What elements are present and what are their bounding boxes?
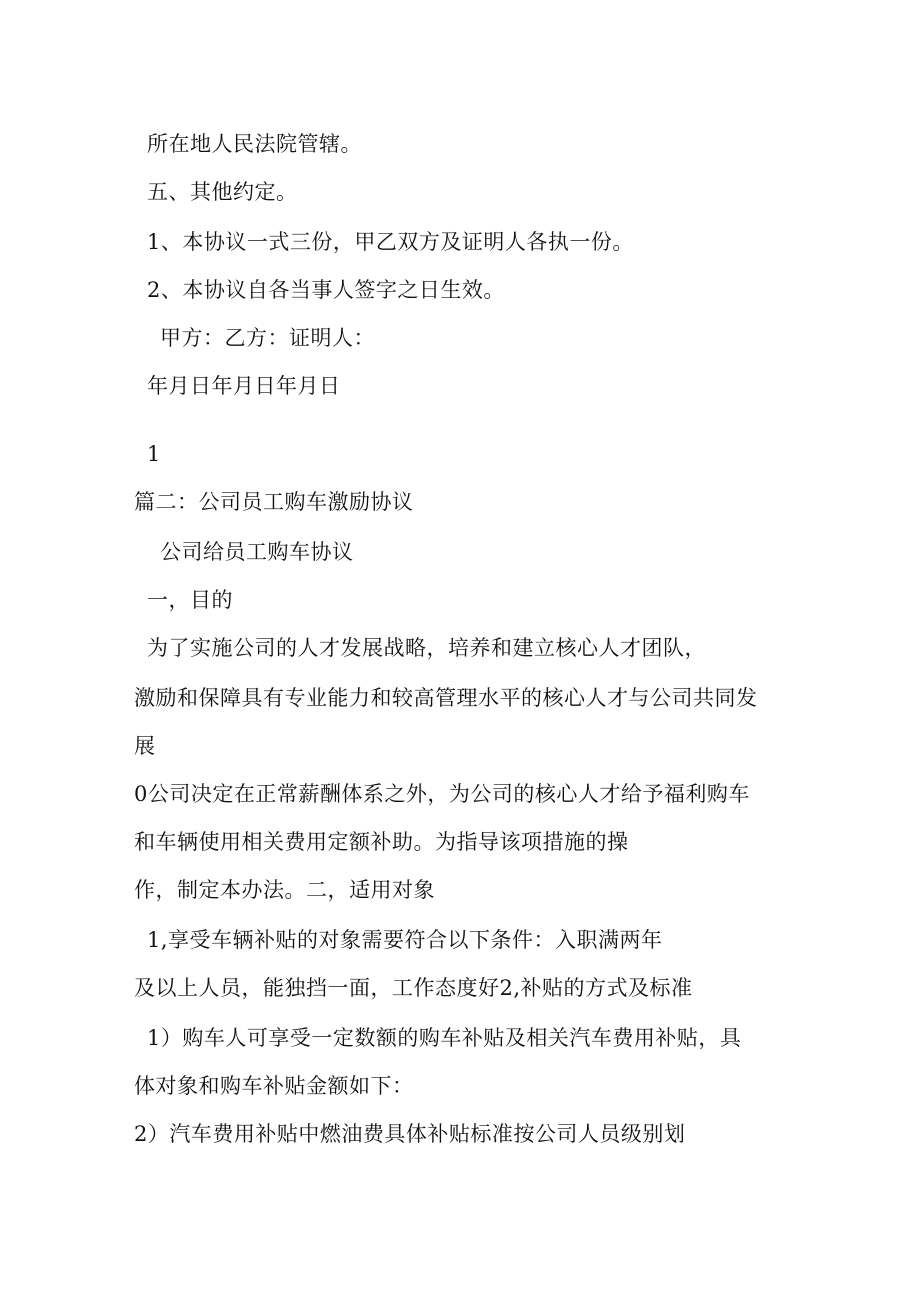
- section-heading: 五、其他约定。: [147, 180, 298, 204]
- section-heading: 一，目的: [147, 588, 233, 612]
- text-line: 1,享受车辆补贴的对象需要符合以下条件：入职满两年: [147, 928, 663, 952]
- text-line: 及以上人员，能独挡一面，工作态度好2,补贴的方式及标准: [134, 976, 693, 1000]
- text-line: 2）汽车费用补贴中燃油费具体补贴标准按公司人员级别划: [134, 1122, 686, 1146]
- text-line: 为了实施公司的人才发展战略，培养和建立核心人才团队，: [147, 636, 706, 660]
- page-number: 1: [147, 442, 161, 466]
- text-line: 激励和保障具有专业能力和较高管理水平的核心人才与公司共同发: [134, 686, 758, 710]
- text-line: 体对象和购车补贴金额如下：: [134, 1074, 414, 1098]
- agreement-title: 公司给员工购车协议: [160, 540, 354, 564]
- text-line: 作，制定本办法。二，适用对象: [134, 878, 435, 902]
- text-line: 展: [134, 734, 156, 758]
- text-line: 所在地人民法院管辖。: [147, 132, 362, 156]
- text-line: 0公司决定在正常薪酬体系之外，为公司的核心人才给予福利购车: [134, 782, 750, 806]
- text-line: 1、本协议一式三份，甲乙双方及证明人各执一份。: [147, 230, 634, 254]
- chapter-title: 篇二：公司员工购车激励协议: [134, 490, 414, 514]
- text-line: 2、本协议自各当事人签字之日生效。: [147, 278, 505, 302]
- signature-labels: 甲方：乙方：证明人：: [160, 326, 375, 350]
- date-line: 年月日年月日年月日: [147, 374, 341, 398]
- text-line: 1）购车人可享受一定数额的购车补贴及相关汽车费用补贴，具: [147, 1026, 742, 1050]
- text-line: 和车辆使用相关费用定额补助。为指导该项措施的操: [134, 830, 629, 854]
